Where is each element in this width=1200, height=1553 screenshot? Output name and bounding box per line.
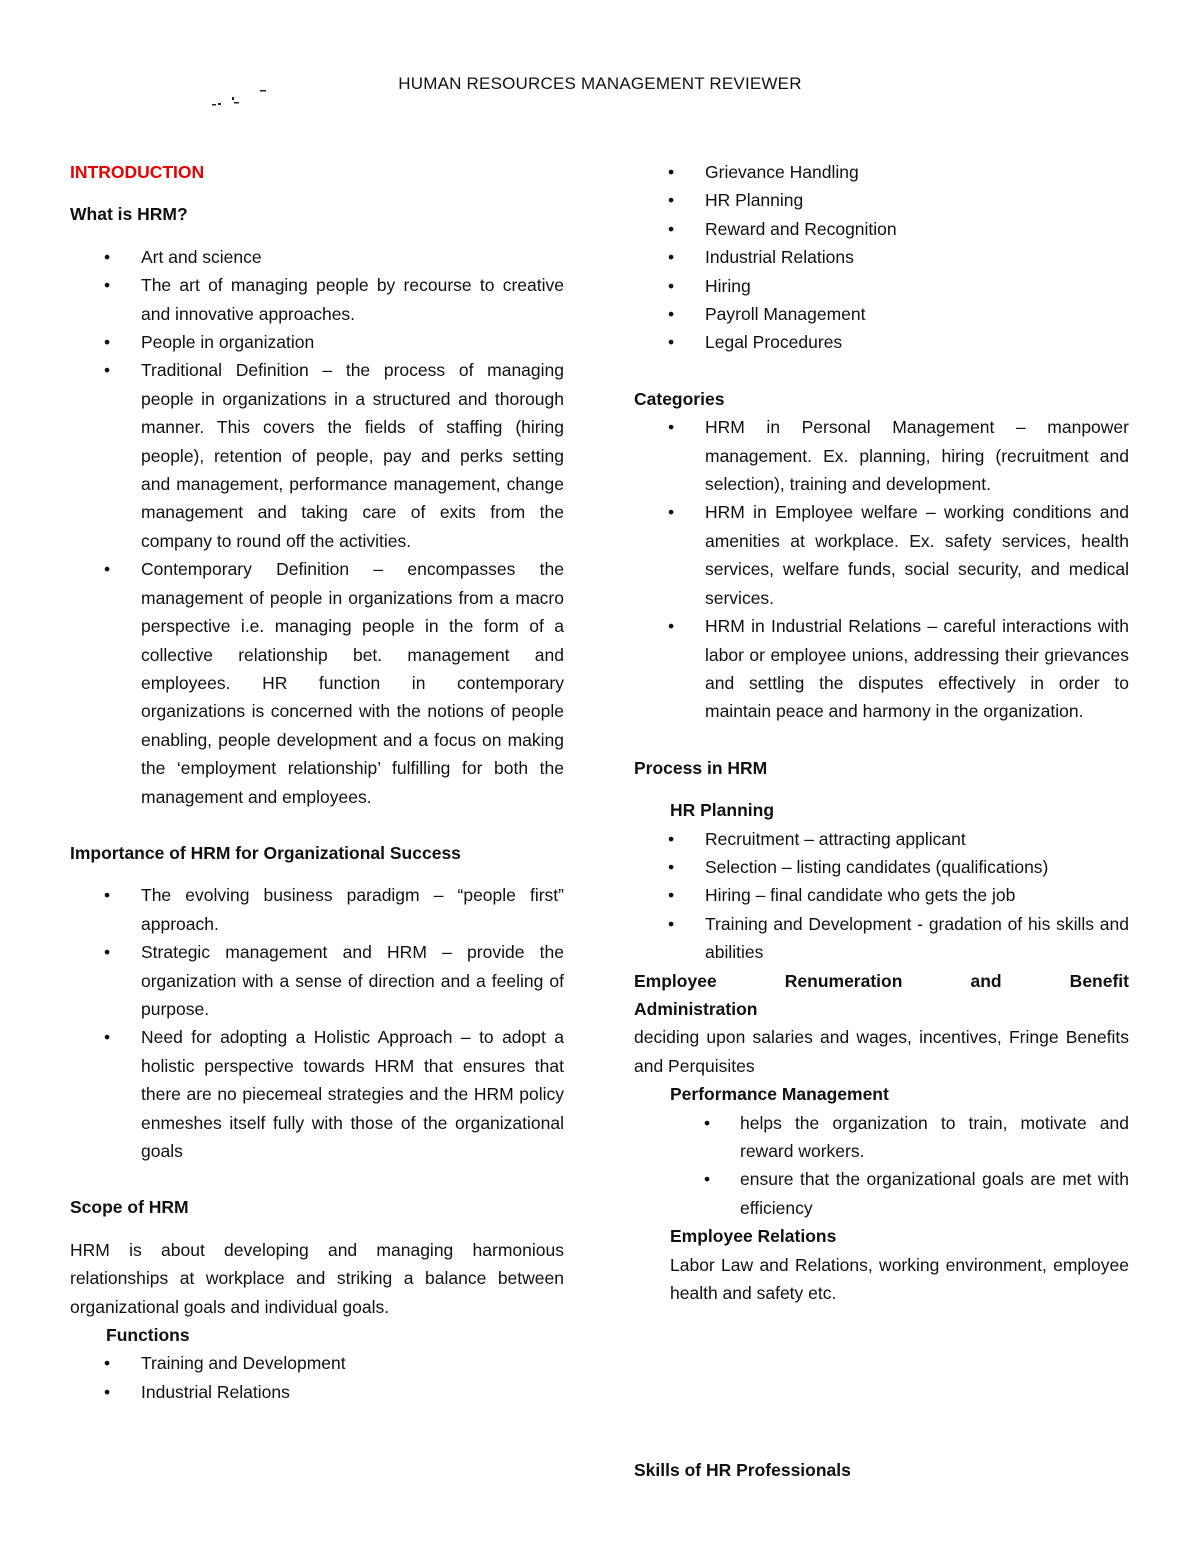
list-item: • Hiring – final candidate who gets the job (634, 881, 1129, 909)
list-item: • Art and science (70, 243, 564, 271)
categories-list (634, 413, 1129, 725)
importance-list (70, 881, 564, 1165)
list-item: • Industrial Relations (634, 243, 1129, 271)
bullet-icon: • (104, 246, 111, 267)
bullet-icon: • (104, 332, 111, 353)
bullet-icon: • (704, 1169, 711, 1190)
skills-heading: Skills of HR Professionals (634, 1460, 851, 1480)
importance-heading: Importance of HRM for Organizational Success (70, 842, 461, 863)
scope-text: HRM is about developing and managing harmonious relationships at workplace and striking a balance between organizational goals and individual goals. (70, 1239, 564, 1317)
bullet-icon: • (104, 275, 111, 296)
bullet-icon: • (668, 828, 675, 849)
list-item: • The art of managing people by recourse to creative and innovative approaches. (70, 271, 564, 328)
right-column (634, 158, 1129, 1307)
bullet-icon: • (668, 616, 675, 637)
list-item: • People in organization (70, 328, 564, 356)
bullet-icon: • (704, 1112, 711, 1133)
bullet-icon: • (668, 856, 675, 877)
list-item: • HRM in Industrial Relations – careful interactions with labor or employee unions, addressing their grievances and settling the disputes effectively in order to maintain peace and harmony in the organization. (634, 612, 1129, 726)
list-item: • Need for adopting a Holistic Approach – to adopt a holistic perspective towards HRM that ensures that there are no piecemeal strategies and the HRM policy enmeshes itself fully with those of the organizational goals (70, 1023, 564, 1165)
bullet-icon: • (668, 502, 675, 523)
list-item: • The evolving business paradigm – “people first” approach. (70, 881, 564, 938)
list-item: • helps the organization to train, motivate and reward workers. (634, 1109, 1129, 1166)
bullet-icon: • (668, 218, 675, 239)
bullet-icon: • (668, 247, 675, 268)
bullet-icon: • (668, 885, 675, 906)
list-item: • Recruitment – attracting applicant (634, 825, 1129, 853)
bullet-icon: • (668, 913, 675, 934)
performance-list (634, 1109, 1129, 1223)
bullet-icon: • (104, 1381, 111, 1402)
bullet-icon: • (104, 360, 111, 381)
list-item: • Selection – listing candidates (qualifications) (634, 853, 1129, 881)
list-item: • Legal Procedures (634, 328, 1129, 356)
list-item: • Reward and Recognition (634, 215, 1129, 243)
bullet-icon: • (668, 417, 675, 438)
what-is-hrm-heading: What is HRM? (70, 204, 188, 225)
left-column (70, 158, 564, 1406)
list-item: • ensure that the organizational goals are met with efficiency (634, 1165, 1129, 1222)
categories-heading: Categories (634, 388, 725, 409)
relations-heading: Employee Relations (670, 1226, 837, 1247)
hr-planning-heading: HR Planning (670, 800, 775, 821)
list-item: • Training and Development (70, 1349, 564, 1377)
process-heading: Process in HRM (634, 757, 768, 778)
performance-heading: Performance Management (670, 1084, 889, 1105)
bullet-icon: • (668, 304, 675, 325)
hr-planning-list (634, 825, 1129, 967)
bullet-icon: • (104, 885, 111, 906)
bullet-icon: • (668, 275, 675, 296)
logo-mark-icon (208, 80, 268, 110)
functions-heading: Functions (106, 1325, 190, 1346)
list-item: • HRM in Personal Management – manpower management. Ex. planning, hiring (recruitment and selection), training and development. (634, 413, 1129, 498)
bullet-icon: • (104, 1353, 111, 1374)
functions-list-continued (634, 158, 1129, 357)
list-item: • Grievance Handling (634, 158, 1129, 186)
bullet-icon: • (668, 162, 675, 182)
bullet-icon: • (104, 942, 111, 963)
bullet-icon: • (668, 332, 675, 353)
list-item: • Strategic management and HRM – provide the organization with a sense of direction and a feeling of purpose. (70, 938, 564, 1023)
list-item: • Training and Development - gradation of his skills and abilities (634, 910, 1129, 967)
section-introduction: INTRODUCTION (70, 162, 205, 182)
remuneration-heading-line2: Administration (634, 998, 758, 1019)
functions-list (70, 1349, 564, 1406)
what-is-hrm-list (70, 243, 564, 811)
bullet-icon: • (668, 190, 675, 211)
bullet-icon: • (104, 559, 111, 580)
list-item: • Traditional Definition – the process of managing people in organizations in a structured and thorough manner. This covers the fields of staffing (hiring people), retention of people, pay and perks setting and management, performance management, change management and taking care of exits from the company to round off the activities. (70, 356, 564, 555)
list-item: • Contemporary Definition – encompasses the management of people in organizations from a macro perspective i.e. managing people in the form of a collective relationship bet. management and employees. HR function in contemporary organizations is concerned with the notions of people enabling, people development and a focus on making the ‘employment relationship’ fulfilling for both the management and employees. (70, 555, 564, 811)
list-item: • Hiring (634, 272, 1129, 300)
list-item: • Payroll Management (634, 300, 1129, 328)
relations-text: Labor Law and Relations, working environment, employee health and safety etc. (670, 1254, 1129, 1304)
remuneration-heading: Employee Renumeration and Benefit (634, 970, 1129, 991)
list-item: • HRM in Employee welfare – working conditions and amenities at workplace. Ex. safety services, health services, welfare funds, social security, and medical services. (634, 498, 1129, 612)
bullet-icon: • (104, 1027, 111, 1048)
scope-heading: Scope of HRM (70, 1197, 189, 1218)
list-item: • Industrial Relations (70, 1378, 564, 1406)
list-item: • HR Planning (634, 186, 1129, 214)
remuneration-text: deciding upon salaries and wages, incentives, Fringe Benefits and Perquisites (634, 1027, 1129, 1076)
page-title: HUMAN RESOURCES MANAGEMENT REVIEWER (398, 74, 802, 93)
